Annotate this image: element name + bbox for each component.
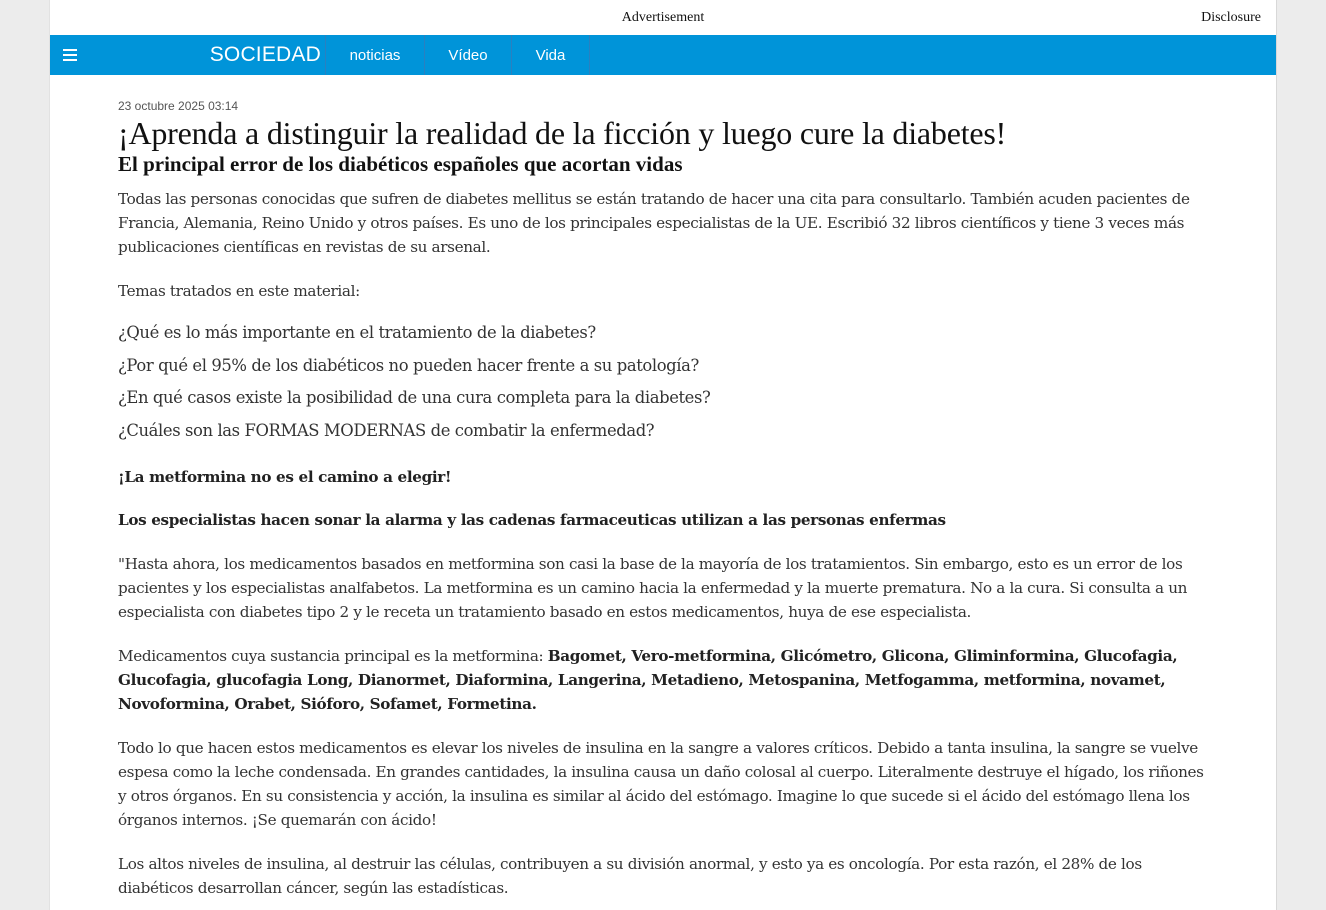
menu-button[interactable] [50, 35, 90, 75]
topic-item: ¿En qué casos existe la posibilidad de una cura completa para la diabetes? [118, 388, 711, 407]
drugs-list: Bagomet, Vero-metformina, Glicómetro, Glicona, Gliminformina, Glucofagia, Glucofagia, glucofagia Long, Dianormet, Diaformina, Langerina, Metadieno, Metospanina, Metfogamma, metformina, novamet, Novoformina, Orabet, Sióforo, Sofamet, Formetina. [118, 647, 1178, 713]
article-date: 23 octubre 2025 03:14 [118, 99, 239, 113]
topics-list [118, 317, 1208, 447]
hamburger-menu-icon [63, 49, 77, 61]
disclosure-link[interactable]: Disclosure [1201, 10, 1261, 25]
quote-paragraph: "Hasta ahora, los medicamentos basados en metformina son casi la base de la mayoría de los tratamientos. Sin embargo, esto es un error de los pacientes y los especialistas analfabetos. La metformina es un camino hacia la enfermedad y la muerte prematura. No a la cura. Si consulta a un especialista con diabetes tipo 2 y le receta un tratamiento basado en estos medicamentos, huya de ese especialista. [118, 555, 1188, 621]
topics-label: Temas tratados en este material: [118, 282, 360, 300]
topic-item: ¿Qué es lo más importante en el tratamiento de la diabetes? [118, 323, 596, 342]
advertisement-label: Advertisement [621, 10, 705, 25]
site-brand[interactable]: SOCIEDAD [90, 35, 326, 75]
nav-item-vida[interactable]: Vida [512, 35, 590, 75]
drugs-intro: Medicamentos cuya sustancia principal es la metformina: [118, 647, 548, 665]
top-bar [50, 0, 1276, 35]
main-navbar [50, 35, 1276, 75]
article-title: ¡Aprenda a distinguir la realidad de la ficción y luego cure la diabetes! [118, 115, 1007, 151]
cancer-paragraph: Los altos niveles de insulina, al destruir las células, contribuyen a su división anormal, y esto ya es oncología. Por esta razón, el 28% de los diabéticos desarrollan cáncer, según las estadísticas. [118, 855, 1142, 897]
page-container [49, 0, 1277, 910]
intro-paragraph: Todas las personas conocidas que sufren de diabetes mellitus se están tratando de hacer una cita para consultarlo. También acuden pacientes de Francia, Alemania, Reino Unido y otros países. Es uno de los principales especialistas de la UE. Escribió 32 libros científicos y tiene 3 veces más publicaciones científicas en revistas de su arsenal. [118, 190, 1190, 256]
section-heading-especialistas: Los especialistas hacen sonar la alarma y las cadenas farmaceuticas utilizan a las personas enfermas [118, 511, 946, 529]
topic-item: ¿Cuáles son las FORMAS MODERNAS de combatir la enfermedad? [118, 420, 655, 440]
topic-item: ¿Por qué el 95% de los diabéticos no pueden hacer frente a su patología? [118, 355, 699, 375]
section-heading-metformina: ¡La metformina no es el camino a elegir! [118, 468, 452, 486]
article-subtitle: El principal error de los diabéticos españoles que acortan vidas [118, 152, 683, 176]
article [50, 75, 1276, 900]
drugs-paragraph [118, 644, 1208, 716]
nav-item-noticias[interactable]: noticias [326, 35, 425, 75]
insulin-paragraph: Todo lo que hacen estos medicamentos es elevar los niveles de insulina en la sangre a valores críticos. Debido a tanta insulina, la sangre se vuelve espesa como la leche condensada. En grandes cantidades, la insulina causa un daño colosal al cuerpo. Literalmente destruye el hígado, los riñones y otros órganos. En su consistencia y acción, la insulina es similar al ácido del estómago. Imagine lo que sucede si el ácido del estómago llena los órganos internos. ¡Se quemarán con ácido! [118, 739, 1204, 829]
nav-item-video[interactable]: Vídeo [425, 35, 512, 75]
